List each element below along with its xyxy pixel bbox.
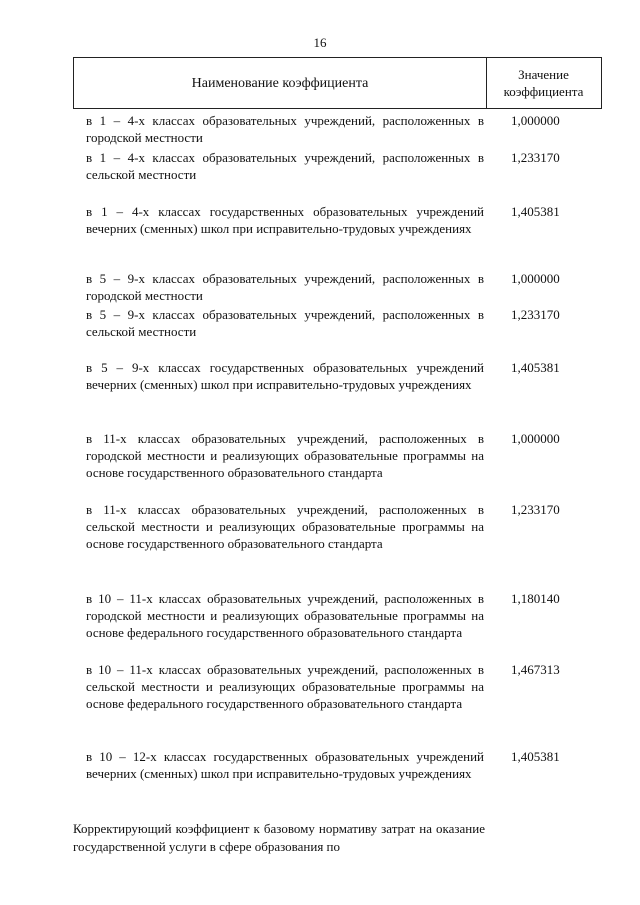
row-value: 1,467313 — [511, 662, 560, 677]
row-text: в 11-х классах образовательных учреждений, расположенных в городской местности и реализующих образовательные программы на основе государственного образовательного стандарта — [86, 431, 484, 480]
row-text: в 5 – 9-х классах государственных образовательных учреждений вечерних (сменных) школ при исправительно-трудовых учреждениях — [86, 360, 484, 392]
header-coefficient-value — [486, 58, 601, 108]
row-value: 1,405381 — [511, 204, 560, 219]
row-text: в 1 – 4-х классах образовательных учреждений, расположенных в городской местности — [86, 113, 484, 145]
row-text: в 11-х классах образовательных учреждений, расположенных в сельской местности и реализующих образовательные программы на основе государственного образовательного стандарта — [86, 502, 484, 551]
row-text: в 5 – 9-х классах образовательных учреждений, расположенных в сельской местности — [86, 307, 484, 339]
page-number: 16 — [313, 35, 327, 50]
row-value: 1,233170 — [511, 502, 560, 517]
row-text: в 10 – 11-х классах образовательных учреждений, расположенных в городской местности и реализующих образовательные программы на основе федерального государственного образовательного стандарта — [86, 591, 484, 640]
row-value: 1,405381 — [511, 749, 560, 764]
table-header — [73, 57, 602, 109]
row-text: в 1 – 4-х классах образовательных учреждений, расположенных в сельской местности — [86, 150, 484, 182]
row-value: 1,000000 — [511, 113, 560, 128]
row-value: 1,000000 — [511, 431, 560, 446]
row-text: в 5 – 9-х классах образовательных учреждений, расположенных в городской местности — [86, 271, 484, 303]
row-text: в 10 – 12-х классах государственных образовательных учреждений вечерних (сменных) школ при исправительно-трудовых учреждениях — [86, 749, 484, 781]
row-value: 1,405381 — [511, 360, 560, 375]
row-value: 1,233170 — [511, 307, 560, 322]
row-text: в 10 – 11-х классах образовательных учреждений, расположенных в сельской местности и реализующих образовательные программы на основе федерального государственного образовательного стандарта — [86, 662, 484, 711]
row-value: 1,233170 — [511, 150, 560, 165]
header-coefficient-name: Наименование коэффициента — [74, 58, 487, 108]
row-text: в 1 – 4-х классах государственных образовательных учреждений вечерних (сменных) школ при исправительно-трудовых учреждениях — [86, 204, 484, 236]
row-value: 1,000000 — [511, 271, 560, 286]
header-value-line2: коэффициента — [503, 84, 584, 99]
row-value: 1,180140 — [511, 591, 560, 606]
paragraph-text: Корректирующий коэффициент к базовому нормативу затрат на оказание государственной услуги в сфере образования по — [73, 821, 485, 854]
header-value-line1: Значение — [518, 67, 569, 82]
